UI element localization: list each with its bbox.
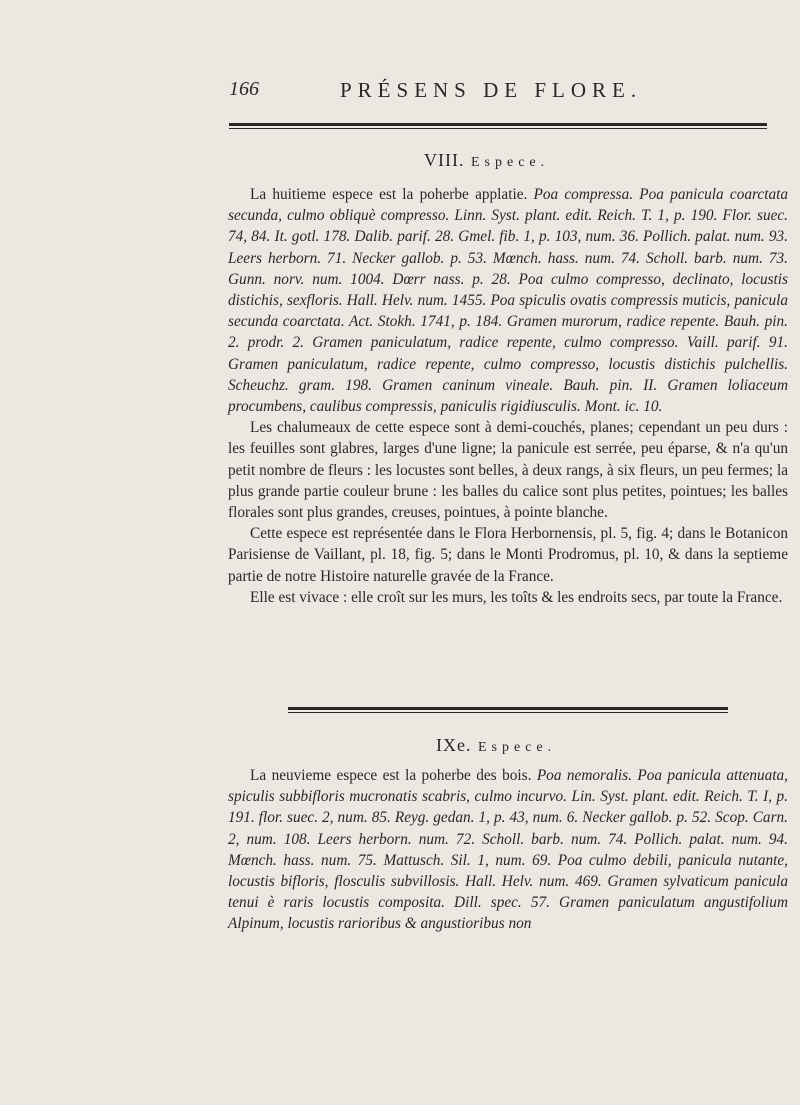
section-rule-thick [288, 707, 728, 710]
section-heading-ix [436, 735, 556, 756]
paragraph [228, 417, 788, 523]
paragraph-roman: La neuvieme espece est la poherbe des bois. [250, 767, 537, 784]
section-body-viii [228, 184, 788, 608]
page-number: 166 [229, 78, 259, 100]
paragraph-roman: Cette espece est représentée dans le Flora Herbornensis, pl. 5, fig. 4; dans le Botanicon Parisiense de Vaillant, pl. 18, fig. 5; dans le Monti Prodromus, pl. 10, & dans la septieme partie de notre Histoire naturelle gravée de la France. [228, 525, 788, 585]
paragraph [228, 765, 788, 935]
section-body-ix [228, 765, 788, 935]
paragraph [228, 523, 788, 587]
section-word: Espece. [477, 740, 557, 755]
header-rule-thin [229, 128, 767, 129]
paragraph-roman: La huitieme espece est la poherbe applatie. [250, 186, 534, 203]
paragraph-roman: Les chalumeaux de cette espece sont à demi-couchés, planes; cependant un peu durs : les feuilles sont glabres, larges d'une ligne; la panicule est serrée, peu éparse, & n'a qu'un petit nombre de fleurs : les locustes sont belles, à deux rangs, à six fleurs, un peu fermes; la plus grande partie couleur brune : les balles du calice sont plus petites, pointues; les balles florales sont plus grandes, creuses, pointues, à pointe blanche. [228, 419, 788, 522]
header-rule-thick [229, 123, 767, 126]
paragraph [228, 587, 788, 608]
section-rule-thin [288, 712, 728, 713]
running-head [229, 78, 769, 104]
paragraph-roman: Elle est vivace : elle croît sur les murs, les toîts & les endroits secs, par toute la France. [250, 588, 783, 606]
paragraph-italic: Poa compressa. Poa panicula coarctata secunda, culmo obliquè compresso. Linn. Syst. plant. edit. Reich. T. 1, p. 190. Flor. suec. 74, 84. It. gotl. 178. Dalib. parif. 28. Gmel. fib. 1, p. 103, num. 36. Pollich. palat. num. 93. Leers herborn. 71. Necker gallob. p. 53. Mœnch. hass. num. 74. Scholl. barb. num. 73. Gunn. norv. num. 1004. Dœrr nass. p. 28. Poa culmo compresso, declinato, locustis distichis, sexfloris. Hall. Helv. num. 1455. Poa spiculis ovatis compressis muticis, panicula secunda coarctata. Act. Stokh. 1741, p. 184. Gramen murorum, radice repente. Bauh. pin. 2. prodr. 2. Gramen paniculatum, radice repente, culmo compresso. Vaill. parif. 91. Gramen paniculatum, radice repente, culmo compresso, locustis distichis pulchellis. Scheuchz. gram. 198. Gramen caninum vineale. Bauh. pin. II. Gramen loliaceum procumbens, caulibus compressis, paniculis rigidiusculis. Mont. ic. 10. [228, 186, 788, 416]
running-title: PRÉSENS DE FLORE. [340, 78, 643, 102]
section-number: VIII. [424, 150, 465, 170]
section-number: IXe. [436, 735, 472, 755]
section-word: Espece. [470, 155, 550, 170]
section-heading-viii [424, 150, 549, 171]
paragraph [228, 184, 788, 417]
paragraph-italic: Poa nemoralis. Poa panicula attenuata, spiculis subbifloris mucronatis scabris, culmo incurvo. Lin. Syst. plant. edit. Reich. T. I, p. 191. flor. suec. 2, num. 85. Reyg. gedan. 1, p. 43, num. 6. Necker gallob. p. 52. Scop. Carn. 2, num. 108. Leers herborn. num. 72. Scholl. barb. num. 74. Pollich. palat. num. 94. Mœnch. hass. num. 75. Mattusch. Sil. 1, num. 69. Poa culmo debili, panicula nutante, locustis bifloris, flosculis subvillosis. Hall. Helv. num. 469. Gramen sylvaticum panicula tenui è raris locustis composita. Dill. spec. 57. Gramen paniculatum angustifolium Alpinum, locustis rarioribus & angustioribus non [228, 767, 788, 933]
